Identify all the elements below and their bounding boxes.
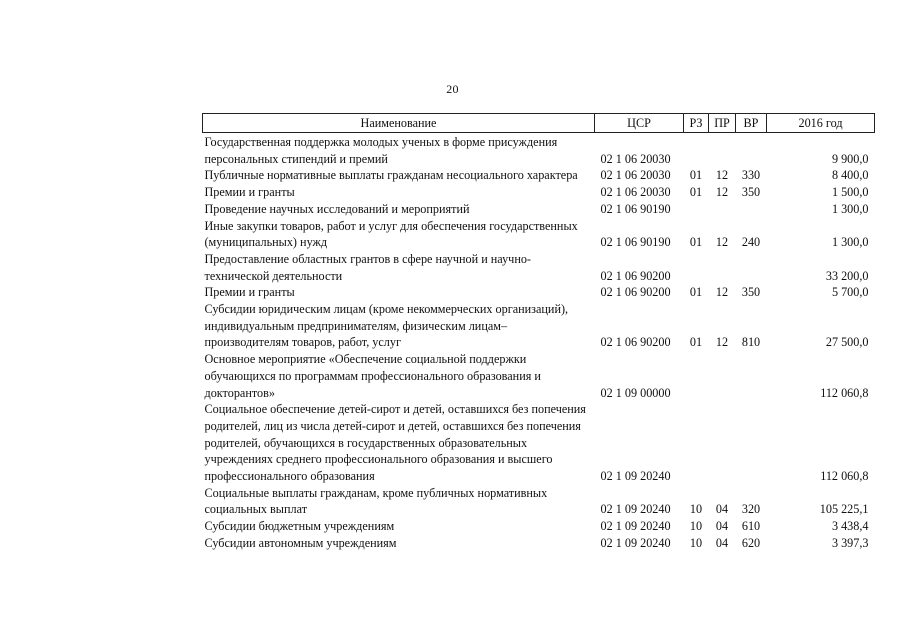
table-row bbox=[203, 301, 875, 351]
row-vr bbox=[736, 201, 767, 218]
table-header-row bbox=[203, 114, 875, 133]
table-row bbox=[203, 184, 875, 201]
row-amount: 27 500,0 bbox=[825, 335, 869, 350]
header-year: 2016 год bbox=[767, 114, 875, 133]
row-vr: 620 bbox=[741, 535, 761, 550]
row-pr bbox=[709, 251, 736, 284]
table-row bbox=[203, 518, 875, 535]
row-csr: 02 1 09 20240 bbox=[600, 469, 671, 484]
row-rz bbox=[684, 351, 709, 401]
row-vr: 610 bbox=[741, 519, 761, 534]
table-row bbox=[203, 167, 875, 184]
row-csr: 02 1 09 20240 bbox=[600, 535, 671, 550]
row-amount: 112 060,8 bbox=[820, 385, 869, 400]
table-row bbox=[203, 401, 875, 485]
row-rz: 01 bbox=[689, 185, 703, 200]
row-name: Основное мероприятие «Обеспечение социальной поддержки обучающихся по программам профессионального образования и докторантов» bbox=[204, 352, 541, 400]
row-vr bbox=[736, 351, 767, 401]
row-csr: 02 1 06 20030 bbox=[600, 151, 671, 166]
row-pr: 12 bbox=[715, 185, 729, 200]
table-row bbox=[203, 251, 875, 284]
row-amount: 9 900,0 bbox=[831, 151, 869, 166]
page-number: 20 bbox=[446, 82, 459, 96]
row-name: Социальные выплаты гражданам, кроме публичных нормативных социальных выплат bbox=[204, 485, 548, 517]
row-pr bbox=[709, 133, 736, 168]
row-pr: 04 bbox=[715, 519, 729, 534]
row-rz bbox=[684, 401, 709, 485]
row-pr: 12 bbox=[715, 235, 729, 250]
row-vr bbox=[736, 401, 767, 485]
row-vr: 320 bbox=[741, 502, 761, 517]
row-vr bbox=[736, 251, 767, 284]
row-rz: 01 bbox=[689, 235, 703, 250]
row-csr: 02 1 09 00000 bbox=[600, 385, 671, 400]
row-vr: 330 bbox=[741, 168, 761, 183]
row-rz: 10 bbox=[689, 502, 703, 517]
table-row bbox=[203, 535, 875, 552]
row-csr: 02 1 09 20240 bbox=[600, 519, 671, 534]
row-pr: 04 bbox=[715, 535, 729, 550]
header-csr: ЦСР bbox=[595, 114, 684, 133]
row-name: Субсидии автономным учреждениям bbox=[204, 535, 397, 550]
row-vr: 350 bbox=[741, 185, 761, 200]
row-name: Субсидии бюджетным учреждениям bbox=[204, 519, 395, 534]
table-row bbox=[203, 133, 875, 168]
row-name: Иные закупки товаров, работ и услуг для обеспечения государственных (муниципальных) нужд bbox=[204, 218, 578, 250]
row-amount: 33 200,0 bbox=[825, 268, 869, 283]
row-pr bbox=[709, 351, 736, 401]
row-name: Премии и гранты bbox=[204, 285, 295, 300]
row-name: Субсидии юридическим лицам (кроме некоммерческих организаций), индивидуальным предпринимателям, физическим лицам–производителям товаров, работ, услуг bbox=[204, 302, 569, 350]
row-pr bbox=[709, 401, 736, 485]
row-rz bbox=[684, 133, 709, 168]
row-csr: 02 1 06 20030 bbox=[600, 168, 671, 183]
header-pr: ПР bbox=[709, 114, 736, 133]
row-rz bbox=[684, 201, 709, 218]
row-csr: 02 1 09 20240 bbox=[600, 502, 671, 517]
row-name: Государственная поддержка молодых ученых в форме присуждения персональных стипендий и премий bbox=[204, 135, 558, 166]
row-amount: 1 500,0 bbox=[831, 185, 869, 200]
row-pr bbox=[709, 201, 736, 218]
table-row bbox=[203, 485, 875, 518]
header-vr: ВР bbox=[736, 114, 767, 133]
row-amount: 3 438,4 bbox=[831, 519, 869, 534]
row-rz: 01 bbox=[689, 285, 703, 300]
budget-table bbox=[202, 113, 875, 552]
row-name: Проведение научных исследований и мероприятий bbox=[204, 201, 470, 216]
table-row bbox=[203, 284, 875, 301]
row-vr: 350 bbox=[741, 285, 761, 300]
row-rz: 01 bbox=[689, 168, 703, 183]
row-rz: 01 bbox=[689, 335, 703, 350]
row-csr: 02 1 06 90200 bbox=[600, 285, 671, 300]
row-amount: 3 397,3 bbox=[831, 535, 869, 550]
row-name: Публичные нормативные выплаты гражданам несоциального характера bbox=[204, 168, 578, 183]
row-pr: 12 bbox=[715, 168, 729, 183]
row-pr: 12 bbox=[715, 285, 729, 300]
row-amount: 5 700,0 bbox=[831, 285, 869, 300]
table-row bbox=[203, 201, 875, 218]
row-pr: 04 bbox=[715, 502, 729, 517]
row-amount: 1 300,0 bbox=[831, 201, 869, 216]
row-csr: 02 1 06 90190 bbox=[600, 235, 671, 250]
row-vr: 810 bbox=[741, 335, 761, 350]
row-csr: 02 1 06 90190 bbox=[600, 201, 671, 216]
row-rz: 10 bbox=[689, 519, 703, 534]
row-amount: 112 060,8 bbox=[820, 469, 869, 484]
row-name: Премии и гранты bbox=[204, 185, 295, 200]
row-csr: 02 1 06 90200 bbox=[600, 335, 671, 350]
row-pr: 12 bbox=[715, 335, 729, 350]
row-vr bbox=[736, 133, 767, 168]
row-amount: 1 300,0 bbox=[831, 235, 869, 250]
row-vr: 240 bbox=[741, 235, 761, 250]
row-rz bbox=[684, 251, 709, 284]
row-csr: 02 1 06 90200 bbox=[600, 268, 671, 283]
row-rz: 10 bbox=[689, 535, 703, 550]
table-row bbox=[203, 351, 875, 401]
row-csr: 02 1 06 20030 bbox=[600, 185, 671, 200]
row-name: Социальное обеспечение детей-сирот и детей, оставшихся без попечения родителей, лиц из числа детей-сирот и детей, оставшихся без попечения родителей, обучающихся в государственных образовательных учреждениях среднего профессионального образования и высшего профессионального образования bbox=[204, 402, 586, 484]
header-rz: РЗ bbox=[684, 114, 709, 133]
row-amount: 8 400,0 bbox=[831, 168, 869, 183]
row-amount: 105 225,1 bbox=[819, 502, 869, 517]
row-name: Предоставление областных грантов в сфере научной и научно-технической деятельности bbox=[204, 251, 531, 283]
header-name: Наименование bbox=[203, 114, 595, 133]
table-row bbox=[203, 218, 875, 251]
